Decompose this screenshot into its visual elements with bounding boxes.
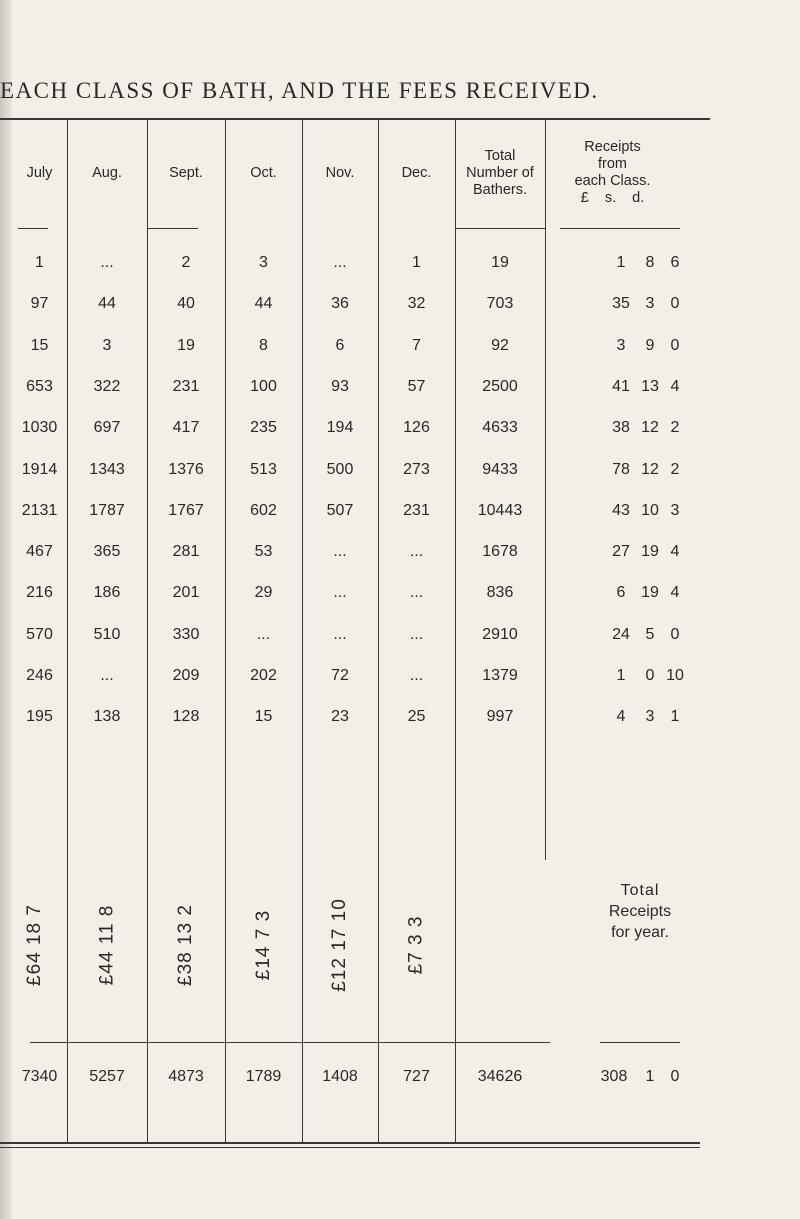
cell-july: 15	[30, 337, 49, 354]
cell-aug: 3	[102, 337, 112, 354]
total-pence: 0	[670, 1068, 680, 1085]
cell-july: 216	[26, 584, 53, 601]
cell-receipt-pence: 0	[670, 626, 680, 643]
header-rule-sept	[148, 228, 198, 229]
cell-nov: 36	[331, 295, 349, 312]
cell-receipt-shillings: 3	[645, 708, 655, 725]
cell-oct: 53	[254, 543, 273, 560]
cell-oct: 29	[254, 584, 273, 601]
total-bathers: 34626	[477, 1068, 523, 1085]
cell-receipt-pence: 2	[670, 461, 680, 478]
monthly-receipt-oct: £14 7 3	[253, 909, 274, 981]
cell-dec: 25	[407, 708, 426, 725]
cell-dec: 7	[412, 337, 421, 354]
cell-total: 19	[491, 254, 509, 271]
cell-sept: 1376	[168, 461, 204, 478]
cell-july: 2131	[21, 502, 58, 519]
cell-aug: 138	[93, 708, 121, 725]
cell-sept: 201	[172, 584, 200, 601]
cell-receipt-shillings: 12	[641, 461, 659, 478]
cell-dec: 1	[412, 254, 421, 271]
header-pound: £	[580, 190, 589, 206]
cell-july: 1	[35, 254, 44, 271]
cell-aug: 44	[98, 295, 116, 312]
cell-july: 1030	[21, 419, 58, 436]
cell-aug: 510	[93, 626, 121, 643]
cell-receipt-pounds: 35	[612, 295, 630, 312]
cell-nov: ...	[333, 626, 347, 643]
cell-dec: 231	[403, 502, 430, 519]
cell-receipt-pounds: 41	[612, 378, 630, 395]
cell-receipt-pence: 3	[670, 502, 680, 519]
monthly-receipt-july: £64 18 7	[24, 904, 45, 986]
cell-receipt-pounds: 3	[616, 337, 626, 354]
page-title: EACH CLASS OF BATH, AND THE FEES RECEIVED.	[0, 78, 599, 103]
totals-top-rule	[30, 1042, 550, 1043]
cell-total: 10443	[477, 502, 523, 519]
cell-dec: ...	[409, 667, 424, 684]
cell-aug: 1343	[89, 461, 125, 478]
total-sept: 4873	[168, 1068, 204, 1085]
cell-oct: 15	[254, 708, 273, 725]
cell-sept: 2	[181, 254, 191, 271]
header-receipts-line3: each Class.	[574, 173, 651, 189]
cell-dec: ...	[409, 626, 424, 643]
header-rule-total	[455, 228, 545, 229]
header-july: July	[26, 164, 53, 181]
cell-oct: 100	[250, 378, 277, 395]
cell-receipt-pence: 4	[670, 584, 680, 601]
col-divider-7	[545, 120, 546, 860]
cell-oct: 3	[259, 254, 268, 271]
cell-aug: 322	[93, 378, 121, 395]
cell-nov: ...	[333, 543, 347, 560]
cell-july: 653	[26, 378, 53, 395]
cell-sept: 209	[172, 667, 200, 684]
cell-total: 997	[486, 708, 514, 725]
cell-oct: 202	[250, 667, 277, 684]
cell-sept: 128	[172, 708, 200, 725]
cell-receipt-shillings: 3	[645, 295, 655, 312]
cell-receipt-shillings: 5	[645, 626, 655, 643]
header-total-bathers: Total Number of Bathers.	[466, 147, 534, 198]
cell-nov: 500	[326, 461, 354, 478]
header-rule-receipts	[560, 228, 680, 229]
cell-receipt-shillings: 8	[645, 254, 655, 271]
cell-sept: 40	[177, 295, 195, 312]
cell-nov: ...	[333, 254, 347, 271]
cell-nov: 72	[331, 667, 349, 684]
header-pence: d.	[632, 190, 645, 206]
cell-receipt-pence: 2	[670, 419, 680, 436]
cell-receipt-pounds: 6	[616, 584, 626, 601]
cell-aug: 186	[93, 584, 121, 601]
cell-sept: 417	[172, 419, 200, 436]
cell-july: 467	[26, 543, 53, 560]
total-pounds: 308	[600, 1068, 628, 1085]
monthly-receipt-sept: £38 13 2	[175, 904, 196, 986]
total-receipts-label	[570, 880, 710, 943]
cell-receipt-pence: 4	[670, 378, 680, 395]
cell-oct: 602	[250, 502, 277, 519]
total-nov: 1408	[322, 1068, 358, 1085]
cell-receipt-pounds: 1	[616, 254, 626, 271]
cell-receipt-shillings: 19	[641, 584, 659, 601]
total-dec: 727	[403, 1068, 430, 1085]
cell-receipt-pounds: 27	[612, 543, 630, 560]
cell-july: 570	[26, 626, 53, 643]
cell-dec: ...	[409, 584, 424, 601]
cell-nov: ...	[333, 584, 347, 601]
cell-oct: 44	[254, 295, 273, 312]
cell-receipt-pounds: 24	[612, 626, 630, 643]
header-oct: Oct.	[250, 164, 277, 181]
header-receipts-line1: Receipts	[584, 139, 641, 155]
cell-oct: ...	[256, 626, 271, 643]
cell-aug: ...	[100, 667, 114, 684]
total-receipts-line3: for year.	[611, 924, 669, 941]
cell-dec: ...	[409, 543, 424, 560]
cell-receipt-pence: 0	[670, 295, 680, 312]
header-receipts-line2: from	[598, 156, 627, 172]
table-bottom-rule-2	[0, 1147, 700, 1148]
cell-receipt-pence: 4	[670, 543, 680, 560]
cell-sept: 231	[172, 378, 200, 395]
monthly-receipt-aug: £44 11 8	[96, 904, 117, 986]
cell-sept: 281	[172, 543, 200, 560]
cell-receipt-pounds: 4	[616, 708, 626, 725]
cell-oct: 235	[250, 419, 277, 436]
cell-receipt-pounds: 78	[612, 461, 630, 478]
cell-dec: 126	[403, 419, 430, 436]
cell-total: 92	[491, 337, 509, 354]
cell-nov: 23	[331, 708, 349, 725]
cell-total: 1379	[482, 667, 518, 684]
cell-total: 1678	[482, 543, 518, 560]
total-aug: 5257	[89, 1068, 125, 1085]
cell-receipt-pence: 1	[670, 708, 680, 725]
cell-receipt-shillings: 12	[641, 419, 659, 436]
cell-receipt-shillings: 13	[641, 378, 659, 395]
header-currency-units	[581, 190, 644, 207]
totals-top-rule-right	[600, 1042, 680, 1043]
header-receipts	[545, 118, 680, 228]
cell-sept: 330	[172, 626, 200, 643]
cell-nov: 6	[335, 337, 345, 354]
cell-july: 195	[26, 708, 53, 725]
cell-total: 2910	[482, 626, 518, 643]
header-sept: Sept.	[169, 164, 203, 181]
cell-total: 836	[486, 584, 514, 601]
cell-nov: 194	[326, 419, 354, 436]
cell-dec: 57	[407, 378, 426, 395]
header-aug: Aug.	[92, 164, 122, 181]
cell-aug: 697	[93, 419, 121, 436]
cell-receipt-pence: 0	[670, 337, 680, 354]
total-oct: 1789	[245, 1068, 282, 1085]
cell-nov: 507	[326, 502, 354, 519]
cell-dec: 32	[407, 295, 426, 312]
cell-receipt-shillings: 19	[641, 543, 659, 560]
total-receipts-line1: Total	[620, 882, 660, 899]
cell-receipt-shillings: 10	[641, 502, 659, 519]
cell-total: 2500	[482, 378, 518, 395]
total-receipts-line2: Receipts	[608, 903, 672, 920]
table-bottom-rule	[0, 1142, 700, 1144]
monthly-receipt-nov: £12 17 10	[329, 898, 350, 992]
page-gutter-shadow	[0, 0, 12, 1219]
cell-july: 97	[30, 295, 49, 312]
cell-receipt-pounds: 38	[612, 419, 630, 436]
cell-dec: 273	[403, 461, 430, 478]
cell-total: 9433	[482, 461, 518, 478]
cell-sept: 19	[177, 337, 195, 354]
cell-receipt-pence: 6	[670, 254, 680, 271]
header-rule-july	[18, 228, 48, 229]
cell-receipt-shillings: 0	[645, 667, 655, 684]
cell-sept: 1767	[168, 502, 204, 519]
cell-aug: 365	[93, 543, 121, 560]
cell-receipt-pounds: 43	[612, 502, 630, 519]
cell-nov: 93	[331, 378, 349, 395]
cell-total: 4633	[482, 419, 518, 436]
cell-receipt-pounds: 1	[616, 667, 626, 684]
cell-oct: 513	[250, 461, 277, 478]
cell-receipt-pence: 10	[666, 667, 684, 684]
cell-july: 246	[26, 667, 53, 684]
cell-aug: ...	[100, 254, 114, 271]
cell-total: 703	[486, 295, 514, 312]
cell-july: 1914	[21, 461, 58, 478]
monthly-receipt-dec: £7 3 3	[405, 915, 427, 975]
cell-receipt-shillings: 9	[645, 337, 655, 354]
header-nov: Nov.	[325, 164, 355, 181]
total-july: 7340	[21, 1068, 58, 1085]
cell-aug: 1787	[89, 502, 125, 519]
cell-oct: 8	[259, 337, 268, 354]
total-shillings: 1	[645, 1068, 655, 1085]
header-shilling: s.	[604, 190, 617, 206]
header-dec: Dec.	[401, 164, 432, 181]
